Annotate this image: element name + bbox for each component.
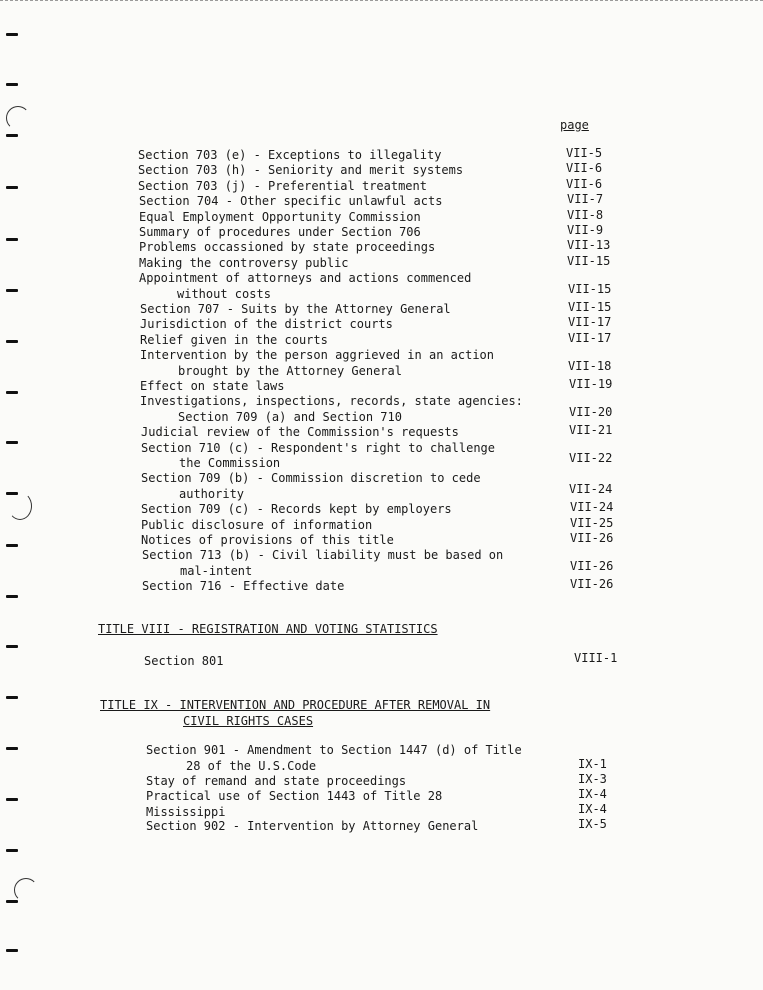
margin-tick: [6, 83, 18, 86]
margin-tick: [6, 900, 18, 903]
toc-entry: Practical use of Section 1443 of Title 28: [146, 789, 443, 803]
toc-entry: Appointment of attorneys and actions commenced: [139, 271, 472, 285]
margin-tick: [6, 645, 18, 648]
margin-tick: [6, 238, 18, 241]
top-edge-perforation: [0, 0, 763, 3]
toc-entry: Problems occassioned by state proceedings: [139, 240, 436, 254]
toc-entry-continuation: authority: [179, 487, 245, 501]
toc-entry: Section 901 - Amendment to Section 1447 (d) of Title: [146, 743, 522, 757]
toc-entry: Section 902 - Intervention by Attorney General: [146, 819, 479, 833]
toc-page-number: VII-26: [570, 559, 614, 573]
toc-entry: Investigations, inspections, records, state agencies:: [140, 394, 523, 408]
toc-entry: Section 709 (c) - Records kept by employers: [141, 502, 452, 516]
punch-hole-mark: [14, 878, 38, 902]
toc-page-number: IX-4: [578, 787, 607, 801]
toc-page-number: VII-15: [568, 282, 612, 296]
toc-entry: Section 703 (j) - Preferential treatment: [138, 179, 427, 193]
toc-page-number: VII-9: [567, 223, 604, 237]
toc-entry-continuation: mal-intent: [180, 564, 253, 578]
toc-entry: Jurisdiction of the district courts: [140, 317, 393, 331]
title-ix-heading: TITLE IX - INTERVENTION AND PROCEDURE AFTER REMOVAL IN: [100, 698, 491, 712]
toc-entry: Section 713 (b) - Civil liability must be based on: [142, 548, 504, 562]
margin-tick: [6, 33, 18, 36]
toc-page-number: VII-15: [568, 300, 612, 314]
margin-tick: [6, 849, 18, 852]
toc-entry: Making the controversy public: [139, 256, 349, 270]
margin-tick: [6, 391, 18, 394]
toc-page-number: VII-24: [570, 500, 614, 514]
toc-page-number: VII-22: [569, 451, 613, 465]
toc-page-number: VII-8: [567, 208, 604, 222]
toc-page-number: VII-19: [569, 377, 613, 391]
margin-tick: [6, 186, 18, 189]
toc-entry: Section 703 (e) - Exceptions to illegality: [138, 148, 442, 162]
toc-page-number: VII-13: [567, 238, 611, 252]
toc-page-number: VII-7: [567, 192, 604, 206]
title-viii-heading: TITLE VIII - REGISTRATION AND VOTING STATISTICS: [98, 622, 438, 636]
punch-hole-mark: [6, 106, 30, 130]
margin-tick: [6, 289, 18, 292]
toc-page-number: VII-21: [569, 423, 613, 437]
toc-entry-continuation: without costs: [177, 287, 271, 301]
toc-page-number: VIII-1: [574, 651, 618, 665]
toc-entry-continuation: Section 709 (a) and Section 710: [178, 410, 402, 424]
toc-entry: Stay of remand and state proceedings: [146, 774, 407, 788]
toc-page-number: VII-6: [566, 161, 603, 175]
toc-entry-continuation: 28 of the U.S.Code: [186, 759, 317, 773]
margin-tick: [6, 798, 18, 801]
toc-entry: Mississippi: [146, 805, 226, 819]
toc-entry: Equal Employment Opportunity Commission: [139, 210, 421, 224]
toc-page-number: VII-26: [570, 577, 614, 591]
margin-tick: [6, 696, 18, 699]
toc-entry: Section 707 - Suits by the Attorney General: [140, 302, 451, 316]
toc-page-number: VII-5: [566, 146, 603, 160]
toc-page-number: VII-17: [568, 331, 612, 345]
toc-page-number: VII-25: [570, 516, 614, 530]
toc-entry: Section 704 - Other specific unlawful acts: [139, 194, 443, 208]
toc-page-number: VII-26: [570, 531, 614, 545]
margin-tick: [6, 949, 18, 952]
title-ix-heading-continued: CIVIL RIGHTS CASES: [183, 714, 314, 728]
page-column-heading: page: [560, 118, 589, 132]
toc-entry: Notices of provisions of this title: [141, 533, 394, 547]
toc-page-number: IX-4: [578, 802, 607, 816]
toc-page-number: VII-20: [569, 405, 613, 419]
toc-entry-continuation: brought by the Attorney General: [178, 364, 402, 378]
toc-page-number: VII-17: [568, 315, 612, 329]
toc-page-number: VII-24: [569, 482, 613, 496]
toc-entry: Intervention by the person aggrieved in an action: [140, 348, 495, 362]
toc-page-number: IX-3: [578, 772, 607, 786]
toc-entry: Section 710 (c) - Respondent's right to challenge: [141, 441, 496, 455]
toc-entry: Section 716 - Effective date: [142, 579, 345, 593]
toc-entry: Judicial review of the Commission's requests: [141, 425, 459, 439]
toc-entry: Section 703 (h) - Seniority and merit systems: [138, 163, 464, 177]
margin-tick: [6, 595, 18, 598]
margin-tick: [6, 441, 18, 444]
toc-entry: Section 709 (b) - Commission discretion to cede: [141, 471, 481, 485]
toc-entry-continuation: the Commission: [179, 456, 281, 470]
toc-page-number: IX-1: [578, 757, 607, 771]
toc-entry: Summary of procedures under Section 706: [139, 225, 421, 239]
toc-entry: Relief given in the courts: [140, 333, 328, 347]
toc-page-number: VII-18: [568, 359, 612, 373]
margin-tick: [6, 134, 18, 137]
margin-tick: [6, 544, 18, 547]
margin-tick: [6, 747, 18, 750]
toc-entry: Section 801: [144, 654, 224, 668]
margin-tick: [6, 340, 18, 343]
toc-page-number: IX-5: [578, 817, 607, 831]
toc-entry: Public disclosure of information: [141, 518, 373, 532]
toc-entry: Effect on state laws: [140, 379, 285, 393]
punch-hole-mark: [8, 492, 32, 520]
toc-page-number: VII-15: [567, 254, 611, 268]
toc-page-number: VII-6: [566, 177, 603, 191]
